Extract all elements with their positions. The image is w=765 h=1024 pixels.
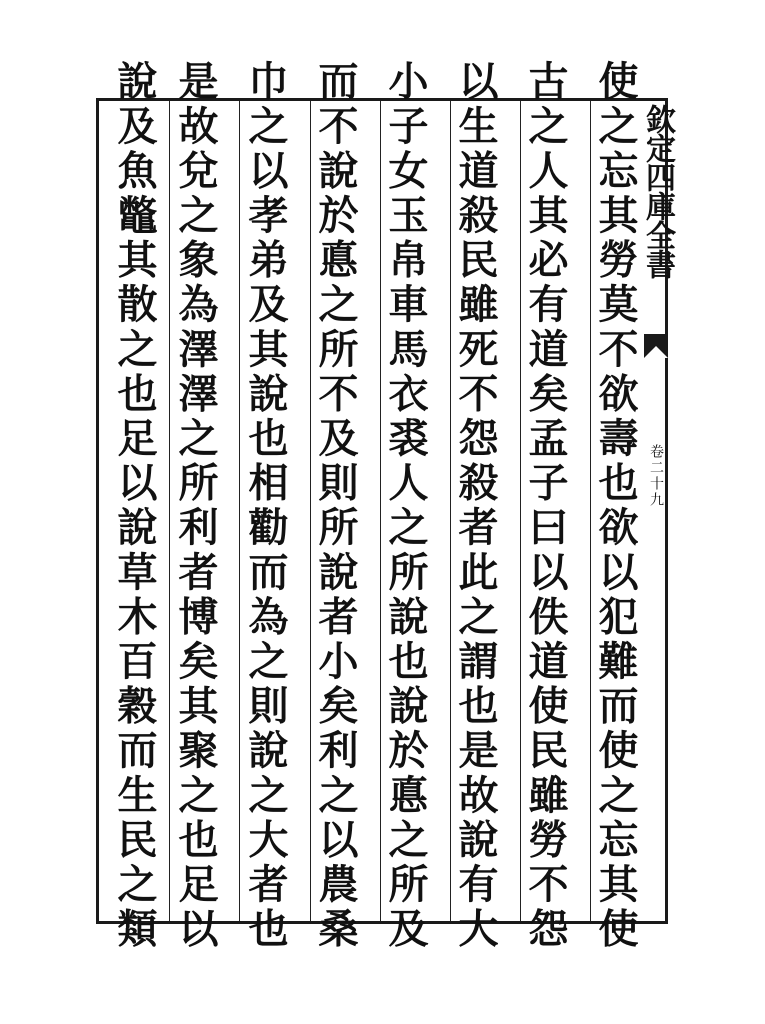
text-column-6: 巾之以孝弟及其說也相勸而為之則說之大者也 [242,60,289,952]
fishtail-mark-icon [644,334,668,358]
column-rule [590,101,591,921]
column-rule [169,101,170,921]
column-rule [380,101,381,921]
text-column-1: 使之忘其勞莫不欲壽也欲以犯難而使之忘其使 [592,60,639,952]
column-rule [239,101,240,921]
text-column-3: 以生道殺民雖死不怨殺者此之謂也是故說有大 [452,60,499,952]
column-rule [520,101,521,921]
text-column-2: 古之人其必有道矣孟子曰以佚道使民雖勞不怨 [522,60,569,952]
volume-number: 卷二十九 [648,444,664,508]
book-title: 欽定四庫全書 [640,104,675,278]
column-rule [450,101,451,921]
text-column-4: 小子女玉帛車馬衣裘人之所說也說於悳之所及 [382,60,429,952]
margin-column [640,98,675,924]
text-column-8: 說及魚鼈其散之也足以說草木百穀而生民之類 [111,60,158,952]
text-column-5: 而不說於悳之所不及則所說者小矣利之以農桑 [312,60,359,952]
column-rule [310,101,311,921]
text-column-7: 是故兌之象為澤澤之所利者博矣其聚之也足以 [172,60,219,952]
